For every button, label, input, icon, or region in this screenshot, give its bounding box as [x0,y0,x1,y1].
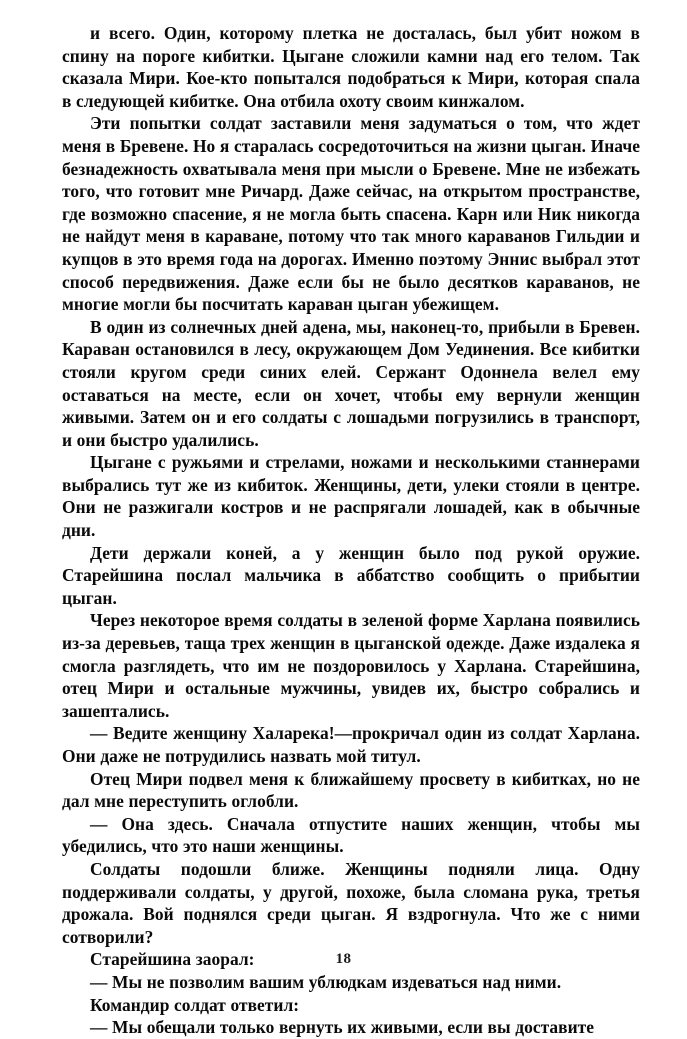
dialogue-paragraph: — Мы не позволим вашим ублюдкам издеваться над ними. [90,971,562,992]
paragraph: В один из солнечных дней адена, мы, наконец-то, прибыли в Бревен. Караван остановился в лесу, окружающем Дом Уединения. Все кибитки стояли кругом среди синих елей. Сержант Одоннела велел ему оставаться на месте, если он хочет, чтобы ему вернули женщин живыми. Затем он и его солдаты с лошадьми погрузились в транспорт, и они быстро удалились. [62,316,640,450]
paragraph: Командир солдат ответил: [90,994,300,1015]
paragraph: Цыгане с ружьями и стрелами, ножами и несколькими станнерами выбрались тут же из кибиток. Женщины, дети, улеки стояли в центре. Они не разжигали костров и не распрягали лошадей, как в обычные дни. [62,452,640,541]
paragraph: Через некоторое время солдаты в зеленой форме Харлана появились из-за деревьев, таща трех женщин в цыганской одежде. Даже издалека я смогла разглядеть, что им не поздоровилось у Харлана. Старейшина, отец Мири и остальные мужчины, увидев их, быстро собрались и зашептались. [62,610,640,721]
paragraph: и всего. Один, которому плетка не досталась, был убит ножом в спину на пороге кибитки. Цыгане сложили камни над его телом. Так сказала Мири. Кое-кто попытался подобраться к Мири, которая спала в следующей кибитке. Она отбила охоту своим кинжалом. [62,23,640,111]
page-number: 18 [335,951,352,967]
paragraph: Солдаты подошли ближе. Женщины подняли лица. Одну поддерживали солдаты, у другой, похоже, была сломана рука, третья дрожала. Вой поднялся среди цыган. Я вздрогнула. Что же с ними сотворили? [62,858,640,947]
paragraph: Дети держали коней, а у женщин было под рукой оружие. Старейшина послал мальчика в аббатство сообщить о прибытии цыган. [62,542,640,608]
paragraph: Отец Мири подвел меня к ближайшему просвету в кибитках, но не дал мне переступить оглобли. [62,768,640,812]
paragraph: Эти попытки солдат заставили меня задуматься о том, что ждет меня в Бревене. Но я старалась сосредоточиться на жизни цыган. Иначе безнадежность охватывала меня при мысли о Бревене. Мне не избежать того, что готовит мне Ричард. Даже сейчас, на открытом пространстве, где возможно спасение, я не могла быть спасена. Карн или Ник никогда не найдут меня в караване, потому что так много караванов Гильдии и купцов в это время года на дорогах. Именно поэтому Эннис выбрал этот способ передвижения. Даже если бы не было десятков караванов, не многие могли бы посчитать караван цыган убежищем. [62,113,640,315]
page-text-block [62,22,640,1039]
dialogue-paragraph: — Она здесь. Сначала отпустите наших женщин, чтобы мы убедились, что это наши женщины. [62,813,640,857]
dialogue-paragraph: — Мы обещали только вернуть их живыми, если вы доставите [90,1017,595,1038]
paragraph: Старейшина заорал: [90,949,255,970]
dialogue-paragraph: — Ведите женщину Халарека!—прокричал один из солдат Харлана. Они даже не потрудились назвать мой титул. [62,723,640,766]
